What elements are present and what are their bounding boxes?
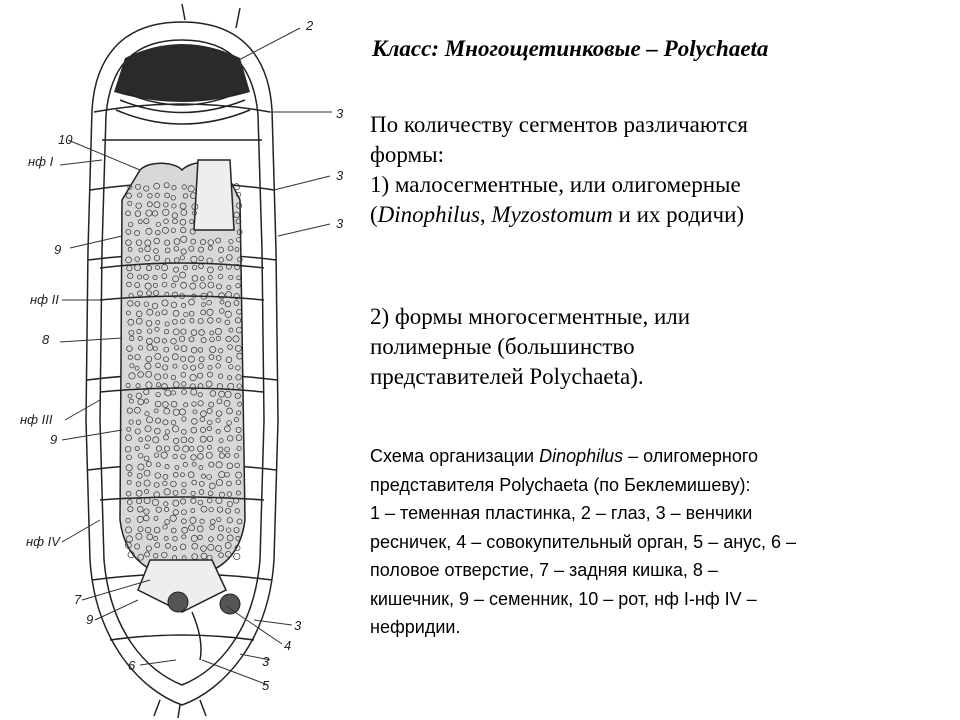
leader-line [60, 338, 122, 342]
leader-line [70, 236, 122, 248]
oligomeric-item: 1) малосегментные, или олигомерные [370, 172, 741, 197]
leader-line [60, 160, 102, 165]
label-anus: 5 [262, 678, 270, 693]
intestine-granule [233, 184, 239, 190]
leader-line [202, 660, 268, 685]
anus [192, 612, 201, 660]
leader-line [278, 224, 330, 236]
label-cilia-3: 3 [336, 216, 344, 231]
genus-dinophilus: Dinophilus [377, 202, 480, 227]
label-nephridium-1: нф I [28, 154, 54, 169]
label-mouth: 10 [58, 132, 73, 147]
label-genital-opening: 6 [128, 658, 136, 673]
copulatory-organ [168, 592, 188, 612]
cilia-ring [110, 635, 254, 640]
dinophilus-diagram [0, 0, 365, 720]
label-nephridium-2: нф II [30, 292, 59, 307]
caption-line: Схема организации Dinophilus – олигомерного [370, 446, 759, 466]
label-cilia-5: 3 [262, 654, 270, 669]
intestine-granule [234, 553, 240, 559]
polymeric-line: полимерные (большинство [370, 334, 635, 359]
leader-line [62, 430, 122, 440]
leader-line [62, 520, 100, 542]
genus-myzostomum: Myzostomum [491, 202, 613, 227]
caption-line: ресничек, 4 – совокупительный орган, 5 – анус, 6 – [370, 531, 796, 552]
label-cilia-4: 3 [294, 618, 302, 633]
copulatory-organ [220, 594, 240, 614]
leader-line [274, 176, 330, 190]
label-nephridium-4: нф IV [26, 534, 60, 549]
caption-genus: Dinophilus [539, 446, 624, 466]
caption-line: кишечник, 9 – семенник, 10 – рот, нф I-нф IV – [370, 588, 757, 609]
label-eye: 2 [306, 18, 314, 33]
label-testis-3: 9 [86, 612, 94, 627]
label-hindgut: 7 [74, 592, 82, 607]
leader-line [235, 28, 300, 62]
intro-line: формы: [370, 142, 444, 167]
caption-line: 1 – теменная пластинка, 2 – глаз, 3 – венчики [370, 503, 753, 523]
polymeric-line: 2) формы многосегментные, или [370, 304, 691, 329]
polymeric-line: представителей Polychaeta). [370, 364, 644, 389]
caption-line: представителя Polychaeta (по Беклемишеву): [370, 474, 751, 495]
label-copulatory-organ: 4 [284, 638, 292, 653]
apical-tuft [182, 4, 185, 20]
label-nephridium-3: нф III [20, 412, 53, 427]
pharynx [194, 160, 234, 230]
oligomeric-examples: (Dinophilus, Myzostomum и их родичи) [370, 202, 745, 227]
intro-paragraph [370, 110, 945, 230]
figure-caption [370, 442, 935, 642]
intro-line: По количеству сегментов различаются [370, 112, 748, 137]
leader-line [65, 400, 100, 420]
caption-line: половое отверстие, 7 – задняя кишка, 8 – [370, 560, 718, 580]
polymeric-paragraph [370, 302, 945, 392]
label-cilia-2: 3 [336, 168, 344, 183]
label-cilia-1: 3 [336, 106, 344, 121]
label-testis-2: 9 [50, 432, 58, 447]
bristles [154, 700, 206, 718]
label-intestine: 8 [42, 332, 50, 347]
apical-tuft [236, 8, 240, 28]
label-testis-1: 9 [54, 242, 62, 257]
caption-line: нефридии. [370, 617, 461, 637]
slide-title: Класс: Многощетинковые – Polychaeta [372, 36, 769, 61]
